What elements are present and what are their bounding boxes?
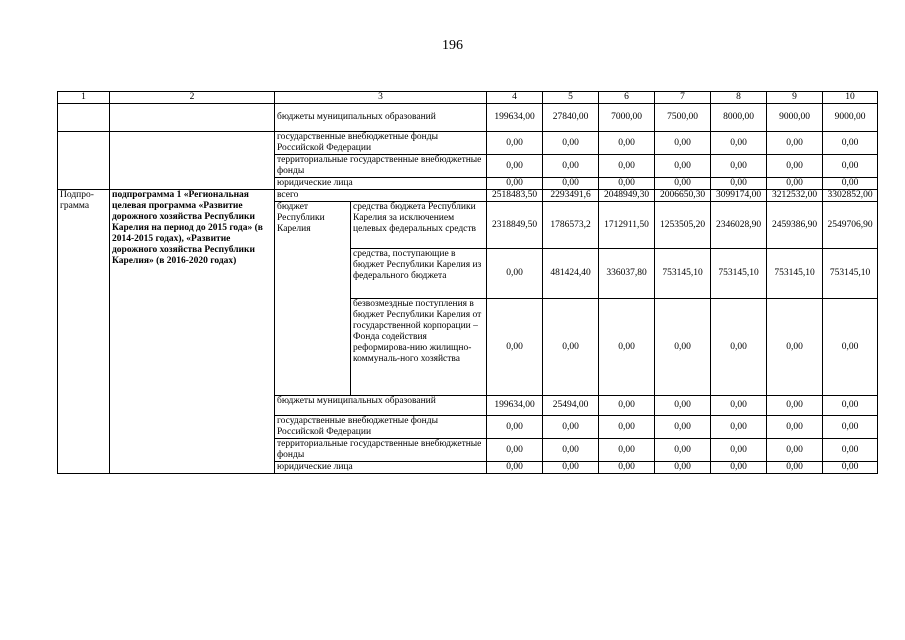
source-label: территориальные государственные внебюджетные фонды	[275, 439, 487, 462]
value-cell: 0,00	[543, 132, 599, 155]
value-cell: 0,00	[767, 462, 823, 474]
source-label: юридические лица	[275, 178, 487, 190]
value-cell: 0,00	[487, 416, 543, 439]
value-cell: 2006650,30	[655, 190, 711, 202]
value-cell: 1712911,50	[599, 202, 655, 249]
value-cell: 0,00	[767, 416, 823, 439]
column-header: 3	[275, 92, 487, 104]
value-cell: 0,00	[655, 299, 711, 396]
value-cell: 0,00	[655, 178, 711, 190]
value-cell: 0,00	[599, 416, 655, 439]
source-label: средства, поступающие в бюджет Республики Карелия из федерального бюджета	[351, 249, 487, 299]
value-cell: 0,00	[599, 462, 655, 474]
value-cell: 0,00	[767, 178, 823, 190]
value-cell: 0,00	[823, 462, 878, 474]
value-cell: 0,00	[655, 439, 711, 462]
source-label: юридические лица	[275, 462, 487, 474]
column-header: 2	[110, 92, 275, 104]
column-number-row	[58, 92, 878, 104]
value-cell: 0,00	[823, 132, 878, 155]
value-cell: 0,00	[711, 439, 767, 462]
value-cell: 0,00	[487, 178, 543, 190]
value-cell: 7000,00	[599, 104, 655, 132]
column-header: 8	[711, 92, 767, 104]
budget-table	[57, 91, 878, 474]
source-label: бюджеты муниципальных образований	[275, 396, 487, 416]
empty-cell	[58, 104, 110, 132]
value-cell: 0,00	[711, 462, 767, 474]
column-header: 6	[599, 92, 655, 104]
value-cell: 753145,10	[655, 249, 711, 299]
value-cell: 753145,10	[711, 249, 767, 299]
program-name-cell: подпрограмма 1 «Региональная целевая программа «Развитие дорожного хозяйства Республики Карелия на период до 2015 года» (в 2014-2015 годах), «Развитие дорожного хозяйства Республики Карелия» (в 2016-2020 годах)	[110, 190, 275, 474]
value-cell: 2048949,30	[599, 190, 655, 202]
value-cell: 0,00	[711, 396, 767, 416]
value-cell: 2293491,6	[543, 190, 599, 202]
rk-budget-label: бюджет Республики Карелия	[275, 202, 351, 396]
value-cell: 3212532,00	[767, 190, 823, 202]
value-cell: 0,00	[711, 299, 767, 396]
value-cell: 481424,40	[543, 249, 599, 299]
value-cell: 0,00	[767, 155, 823, 178]
source-label: государственные внебюджетные фонды Российской Федерации	[275, 416, 487, 439]
value-cell: 336037,80	[599, 249, 655, 299]
value-cell: 0,00	[823, 299, 878, 396]
column-header: 10	[823, 92, 878, 104]
value-cell: 0,00	[487, 132, 543, 155]
value-cell: 2518483,50	[487, 190, 543, 202]
value-cell: 1253505,20	[655, 202, 711, 249]
value-cell: 0,00	[599, 178, 655, 190]
value-cell: 25494,00	[543, 396, 599, 416]
value-cell: 0,00	[543, 439, 599, 462]
value-cell: 0,00	[655, 416, 711, 439]
value-cell: 753145,10	[823, 249, 878, 299]
value-cell: 0,00	[711, 132, 767, 155]
value-cell: 3099174,00	[711, 190, 767, 202]
value-cell: 0,00	[599, 155, 655, 178]
value-cell: 0,00	[487, 299, 543, 396]
table-row	[58, 104, 878, 132]
value-cell: 0,00	[487, 155, 543, 178]
value-cell: 0,00	[823, 439, 878, 462]
column-header: 9	[767, 92, 823, 104]
empty-cell	[110, 132, 275, 190]
value-cell: 0,00	[599, 132, 655, 155]
page-number: 196	[442, 38, 463, 53]
value-cell: 199634,00	[487, 396, 543, 416]
source-label: бюджеты муниципальных образований	[275, 104, 487, 132]
value-cell: 0,00	[487, 462, 543, 474]
column-header: 5	[543, 92, 599, 104]
value-cell: 1786573,2	[543, 202, 599, 249]
value-cell: 0,00	[823, 155, 878, 178]
value-cell: 0,00	[711, 155, 767, 178]
value-cell: 2318849,50	[487, 202, 543, 249]
value-cell: 9000,00	[823, 104, 878, 132]
value-cell: 3302852,00	[823, 190, 878, 202]
empty-cell	[110, 104, 275, 132]
value-cell: 0,00	[543, 299, 599, 396]
source-label: государственные внебюджетные фонды Российской Федерации	[275, 132, 487, 155]
value-cell: 0,00	[543, 462, 599, 474]
source-label: безвозмездные поступления в бюджет Республики Карелия от государственной корпорации – Фонда содействия реформирова-нию жилищно-коммуналь-ного хозяйства	[351, 299, 487, 396]
value-cell: 0,00	[599, 439, 655, 462]
value-cell: 0,00	[823, 416, 878, 439]
value-cell: 0,00	[543, 416, 599, 439]
table-row	[58, 132, 878, 155]
value-cell: 0,00	[767, 396, 823, 416]
value-cell: 27840,00	[543, 104, 599, 132]
value-cell: 0,00	[655, 155, 711, 178]
value-cell: 0,00	[823, 396, 878, 416]
source-label: средства бюджета Республики Карелия за исключением целевых федеральных средств	[351, 202, 487, 249]
value-cell: 2459386,90	[767, 202, 823, 249]
value-cell: 8000,00	[711, 104, 767, 132]
value-cell: 0,00	[599, 299, 655, 396]
value-cell: 0,00	[655, 132, 711, 155]
value-cell: 0,00	[487, 439, 543, 462]
column-header: 4	[487, 92, 543, 104]
column-header: 1	[58, 92, 110, 104]
value-cell: 0,00	[711, 416, 767, 439]
value-cell: 0,00	[487, 249, 543, 299]
table-row	[58, 190, 878, 202]
value-cell: 0,00	[599, 396, 655, 416]
source-label: всего	[275, 190, 487, 202]
value-cell: 2549706,90	[823, 202, 878, 249]
value-cell: 0,00	[767, 132, 823, 155]
value-cell: 0,00	[655, 396, 711, 416]
value-cell: 0,00	[543, 155, 599, 178]
value-cell: 0,00	[823, 178, 878, 190]
value-cell: 9000,00	[767, 104, 823, 132]
value-cell: 2346028,90	[711, 202, 767, 249]
value-cell: 7500,00	[655, 104, 711, 132]
value-cell: 753145,10	[767, 249, 823, 299]
value-cell: 0,00	[767, 299, 823, 396]
value-cell: 0,00	[543, 178, 599, 190]
value-cell: 0,00	[655, 462, 711, 474]
program-type-cell: Подпро-грамма	[58, 190, 110, 474]
source-label: территориальные государственные внебюджетные фонды	[275, 155, 487, 178]
empty-cell	[58, 132, 110, 190]
value-cell: 0,00	[767, 439, 823, 462]
value-cell: 0,00	[711, 178, 767, 190]
column-header: 7	[655, 92, 711, 104]
value-cell: 199634,00	[487, 104, 543, 132]
